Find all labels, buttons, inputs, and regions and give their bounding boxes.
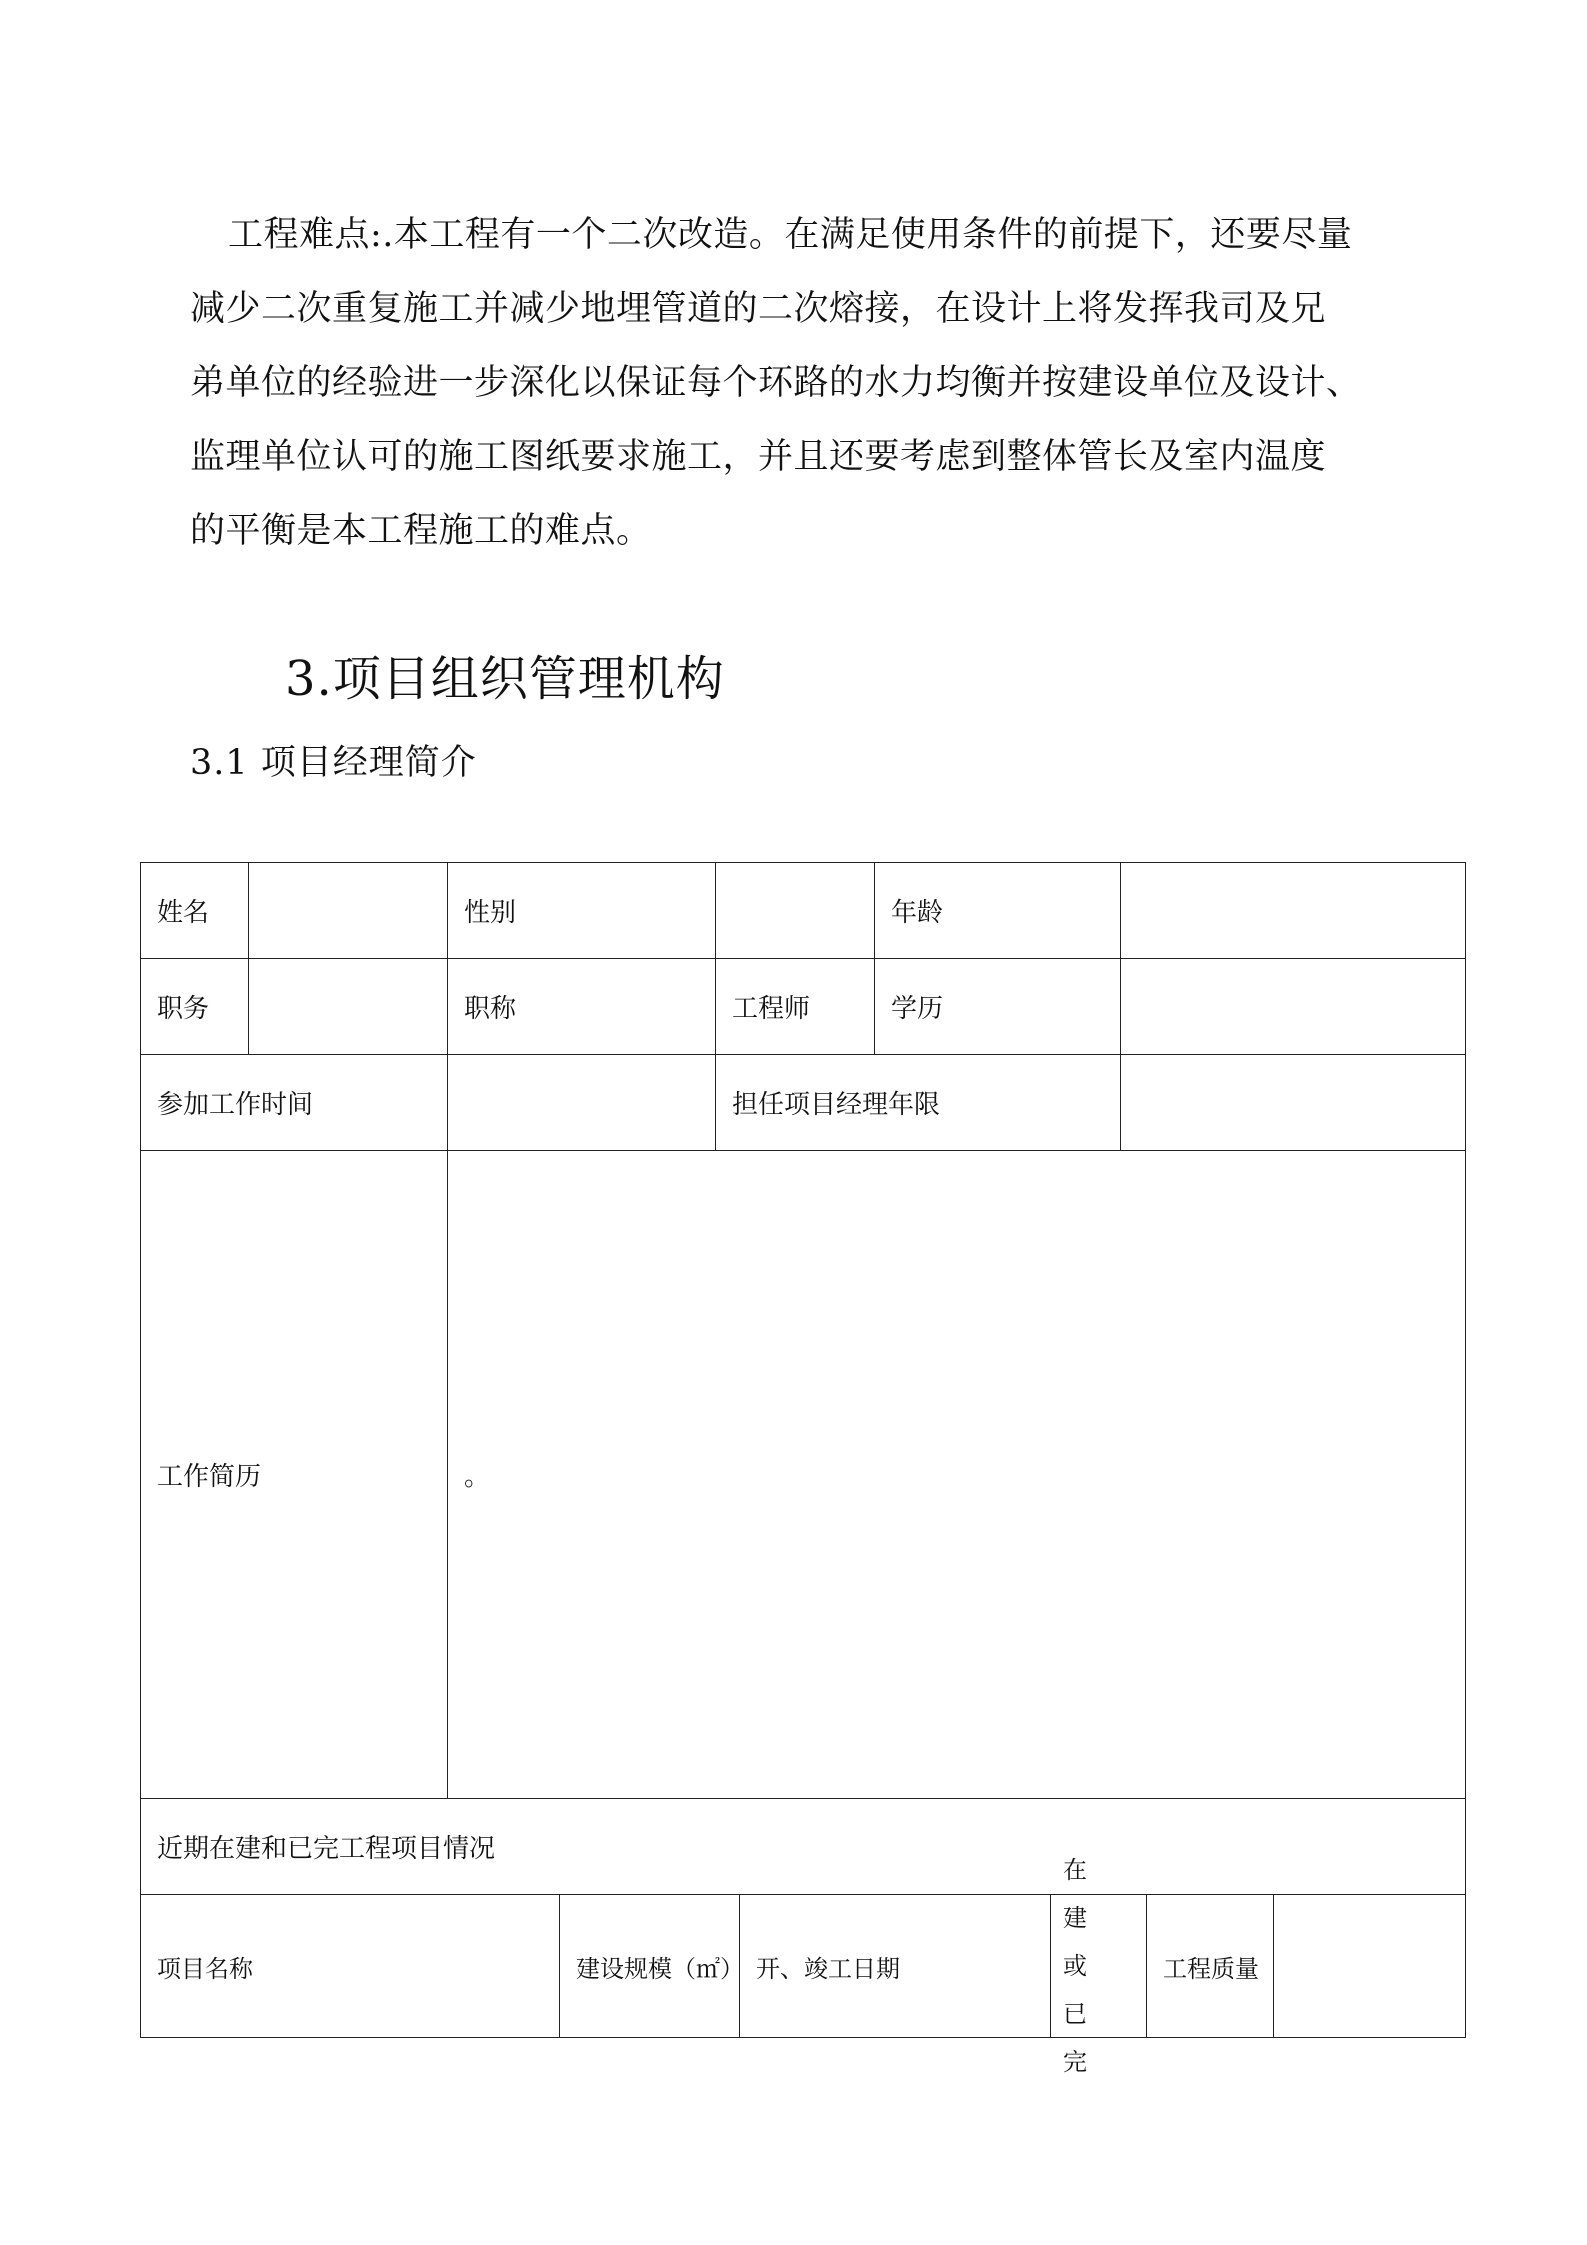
work-start-value: [447, 1054, 716, 1151]
gender-label: 性别: [447, 862, 716, 959]
name-label: 姓名: [140, 862, 249, 959]
position-label: 职务: [140, 958, 249, 1055]
work-start-label: 参加工作时间: [140, 1054, 448, 1151]
col-status-line: 或 已: [1063, 1952, 1111, 2028]
pm-years-value: [1120, 1054, 1466, 1151]
age-label: 年龄: [874, 862, 1121, 959]
title-value: 工程师: [715, 958, 875, 1055]
gender-value: [715, 862, 875, 959]
paragraph-line: 减少二次重复施工并减少地埋管道的二次熔接，在设计上将发挥我司及兄: [190, 289, 1327, 329]
title-label: 职称: [447, 958, 716, 1055]
col-extra: [1273, 1894, 1466, 2038]
intro-paragraph: [190, 198, 1400, 568]
position-value: [248, 958, 448, 1055]
subsection-title: 3.1 项目经理简介: [190, 743, 477, 783]
resume-value: 。: [447, 1150, 1466, 1799]
name-value: [248, 862, 448, 959]
col-project-name: 项目名称: [140, 1894, 560, 2038]
recent-projects-label: 近期在建和已完工程项目情况: [140, 1798, 1466, 1895]
col-scale: 建设规模（㎡）: [559, 1894, 740, 2038]
section-title: 3.项目组织管理机构: [285, 651, 725, 707]
resume-label: 工作简历: [140, 1150, 448, 1799]
paragraph-line: 的平衡是本工程施工的难点。: [190, 511, 652, 551]
col-status: [1050, 1856, 1147, 2076]
col-status-line: 完: [1063, 2048, 1087, 2076]
pm-years-label: 担任项目经理年限: [715, 1054, 1121, 1151]
education-value: [1120, 958, 1466, 1055]
age-value: [1120, 862, 1466, 959]
paragraph-line: 工程难点:.本工程有一个二次改造。在满足使用条件的前提下，还要尽量: [228, 215, 1353, 255]
col-status-line: 在 建: [1063, 1856, 1111, 1932]
paragraph-line: 监理单位认可的施工图纸要求施工，并且还要考虑到整体管长及室内温度: [190, 437, 1327, 477]
col-dates: 开、竣工日期: [739, 1894, 1051, 2038]
education-label: 学历: [874, 958, 1121, 1055]
col-quality: 工程质量: [1146, 1894, 1274, 2038]
paragraph-line: 弟单位的经验进一步深化以保证每个环路的水力均衡并按建设单位及设计、: [190, 363, 1362, 403]
